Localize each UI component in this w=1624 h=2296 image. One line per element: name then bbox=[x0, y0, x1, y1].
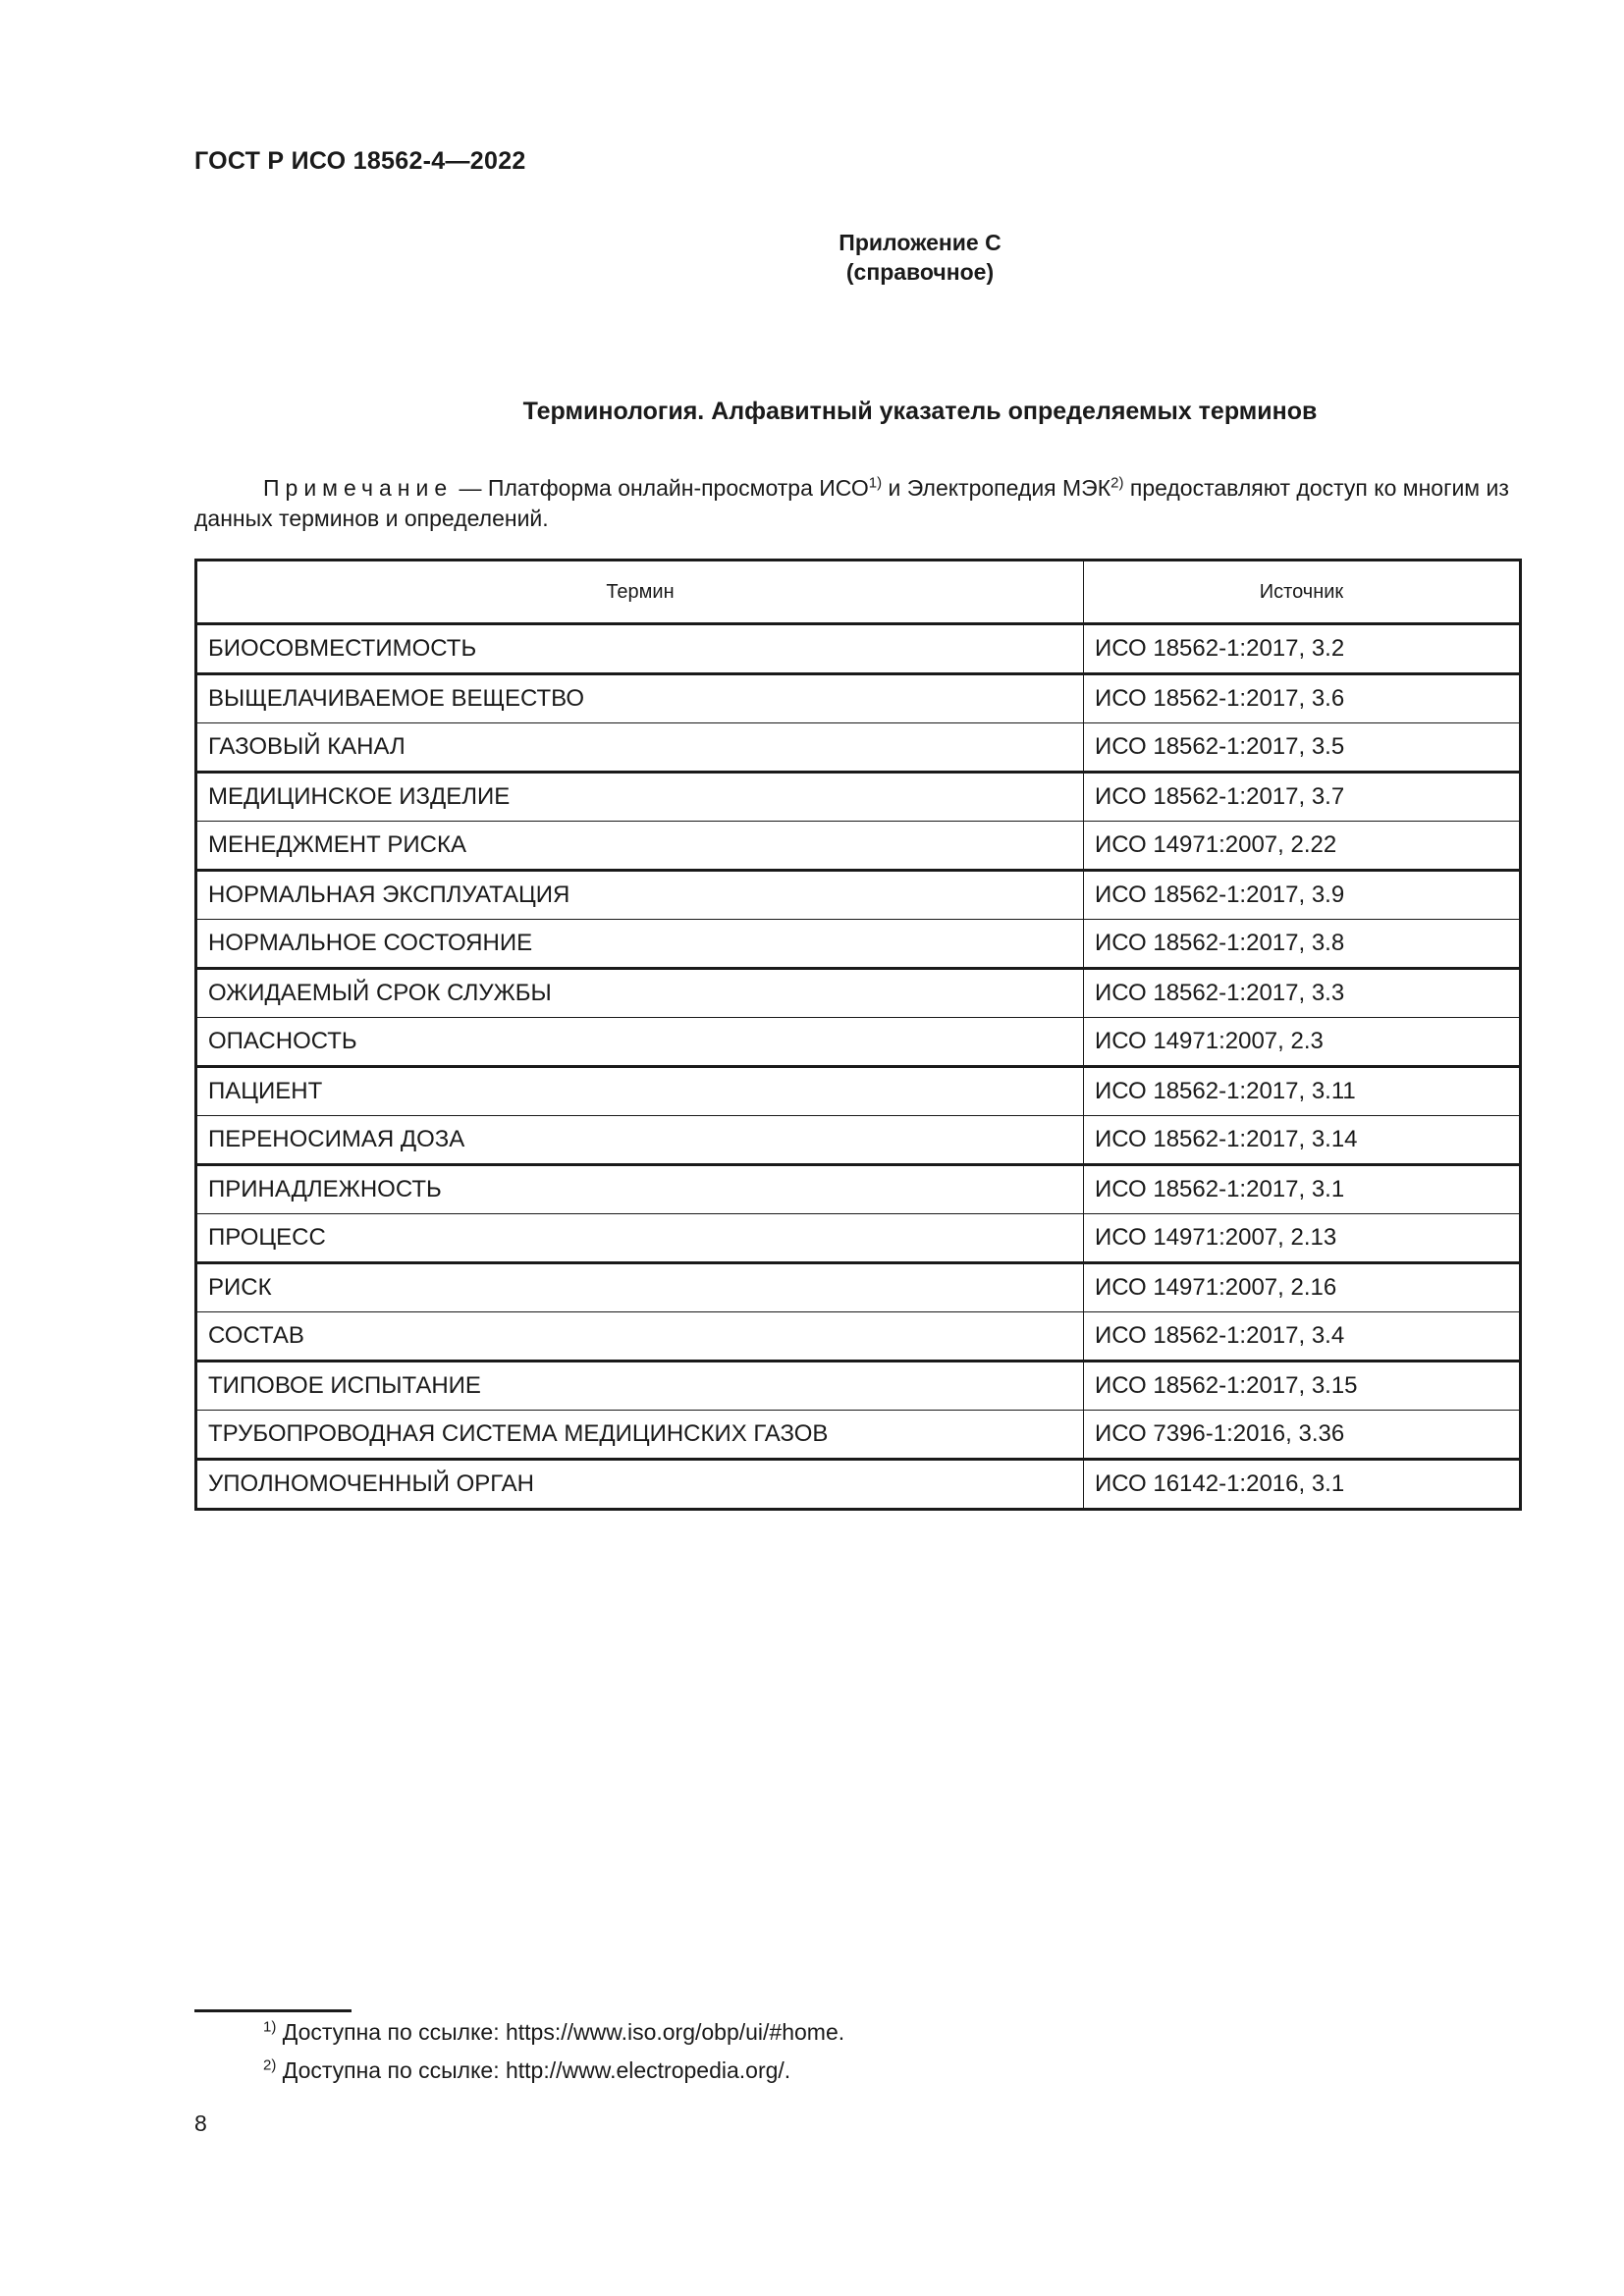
source-cell: ИСО 18562-1:2017, 3.7 bbox=[1083, 773, 1520, 822]
annex-heading bbox=[0, 228, 1624, 287]
footnote-text: Доступна по ссылке: https://www.iso.org/obp/ui/#home. bbox=[276, 2019, 845, 2045]
term-cell: НОРМАЛЬНОЕ СОСТОЯНИЕ bbox=[196, 920, 1084, 969]
table-row bbox=[196, 1312, 1521, 1362]
table-row bbox=[196, 969, 1521, 1018]
term-cell: ПРИНАДЛЕЖНОСТЬ bbox=[196, 1165, 1084, 1214]
term-cell: ТИПОВОЕ ИСПЫТАНИЕ bbox=[196, 1362, 1084, 1411]
annex-title: Приложение С bbox=[839, 230, 1001, 255]
source-cell: ИСО 18562-1:2017, 3.8 bbox=[1083, 920, 1520, 969]
footnote-1 bbox=[263, 2019, 844, 2046]
note-text: — Платформа онлайн-просмотра ИСО bbox=[453, 475, 869, 501]
note-text: и Электропедия МЭК bbox=[882, 475, 1111, 501]
page-number: 8 bbox=[194, 2110, 207, 2136]
source-column-header: Источник bbox=[1083, 561, 1520, 624]
source-cell: ИСО 18562-1:2017, 3.4 bbox=[1083, 1312, 1520, 1362]
source-cell: ИСО 18562-1:2017, 3.14 bbox=[1083, 1116, 1520, 1165]
table-row bbox=[196, 822, 1521, 871]
source-cell: ИСО 18562-1:2017, 3.6 bbox=[1083, 674, 1520, 723]
source-cell: ИСО 18562-1:2017, 3.1 bbox=[1083, 1165, 1520, 1214]
term-cell: ПАЦИЕНТ bbox=[196, 1067, 1084, 1116]
footnote-separator bbox=[194, 2009, 352, 2012]
term-cell: ПЕРЕНОСИМАЯ ДОЗА bbox=[196, 1116, 1084, 1165]
footnote-text: Доступна по ссылке: http://www.electropedia.org/. bbox=[276, 2057, 791, 2083]
table-row bbox=[196, 1411, 1521, 1460]
terms-table-body bbox=[196, 624, 1521, 1510]
table-row bbox=[196, 1116, 1521, 1165]
term-cell: ГАЗОВЫЙ КАНАЛ bbox=[196, 723, 1084, 773]
table-row bbox=[196, 723, 1521, 773]
term-column-header: Термин bbox=[196, 561, 1084, 624]
table-row bbox=[196, 624, 1521, 674]
table-row bbox=[196, 1214, 1521, 1263]
term-cell: МЕДИЦИНСКОЕ ИЗДЕЛИЕ bbox=[196, 773, 1084, 822]
term-cell: ВЫЩЕЛАЧИВАЕМОЕ ВЕЩЕСТВО bbox=[196, 674, 1084, 723]
footnote-ref-2: 2) bbox=[1110, 474, 1124, 492]
table-header-row bbox=[196, 561, 1521, 624]
table-row bbox=[196, 1018, 1521, 1067]
note-text: предоставляют доступ ко многим из данных терминов и определений. bbox=[194, 475, 1509, 531]
footnote-mark: 1) bbox=[263, 2018, 277, 2036]
source-cell: ИСО 18562-1:2017, 3.9 bbox=[1083, 871, 1520, 920]
term-cell: СОСТАВ bbox=[196, 1312, 1084, 1362]
section-title: Терминология. Алфавитный указатель определяемых терминов bbox=[522, 398, 1318, 425]
table-row bbox=[196, 1263, 1521, 1312]
source-cell: ИСО 16142-1:2016, 3.1 bbox=[1083, 1460, 1520, 1510]
footnote-mark: 2) bbox=[263, 2056, 277, 2074]
table-row bbox=[196, 871, 1521, 920]
term-cell: НОРМАЛЬНАЯ ЭКСПЛУАТАЦИЯ bbox=[196, 871, 1084, 920]
footnote-ref-1: 1) bbox=[868, 474, 883, 492]
table-row bbox=[196, 674, 1521, 723]
note-paragraph bbox=[194, 473, 1522, 534]
source-cell: ИСО 18562-1:2017, 3.15 bbox=[1083, 1362, 1520, 1411]
table-row bbox=[196, 773, 1521, 822]
source-cell: ИСО 18562-1:2017, 3.11 bbox=[1083, 1067, 1520, 1116]
annex-type: (справочное) bbox=[845, 259, 995, 285]
footnote-2 bbox=[263, 2057, 790, 2084]
source-cell: ИСО 14971:2007, 2.3 bbox=[1083, 1018, 1520, 1067]
term-cell: ОПАСНОСТЬ bbox=[196, 1018, 1084, 1067]
term-cell: МЕНЕДЖМЕНТ РИСКА bbox=[196, 822, 1084, 871]
table-row bbox=[196, 1165, 1521, 1214]
source-cell: ИСО 14971:2007, 2.13 bbox=[1083, 1214, 1520, 1263]
term-cell: УПОЛНОМОЧЕННЫЙ ОРГАН bbox=[196, 1460, 1084, 1510]
source-cell: ИСО 14971:2007, 2.16 bbox=[1083, 1263, 1520, 1312]
term-cell: ОЖИДАЕМЫЙ СРОК СЛУЖБЫ bbox=[196, 969, 1084, 1018]
source-cell: ИСО 18562-1:2017, 3.2 bbox=[1083, 624, 1520, 674]
table-row bbox=[196, 1460, 1521, 1510]
term-cell: ТРУБОПРОВОДНАЯ СИСТЕМА МЕДИЦИНСКИХ ГАЗОВ bbox=[196, 1411, 1084, 1460]
source-cell: ИСО 18562-1:2017, 3.5 bbox=[1083, 723, 1520, 773]
note-label: Примечание bbox=[263, 475, 454, 501]
term-cell: РИСК bbox=[196, 1263, 1084, 1312]
source-cell: ИСО 18562-1:2017, 3.3 bbox=[1083, 969, 1520, 1018]
document-code: ГОСТ Р ИСО 18562-4—2022 bbox=[194, 147, 526, 175]
table-row bbox=[196, 1067, 1521, 1116]
source-cell: ИСО 7396-1:2016, 3.36 bbox=[1083, 1411, 1520, 1460]
source-cell: ИСО 14971:2007, 2.22 bbox=[1083, 822, 1520, 871]
term-cell: ПРОЦЕСС bbox=[196, 1214, 1084, 1263]
table-row bbox=[196, 1362, 1521, 1411]
term-cell: БИОСОВМЕСТИМОСТЬ bbox=[196, 624, 1084, 674]
terms-table bbox=[194, 559, 1522, 1511]
table-row bbox=[196, 920, 1521, 969]
